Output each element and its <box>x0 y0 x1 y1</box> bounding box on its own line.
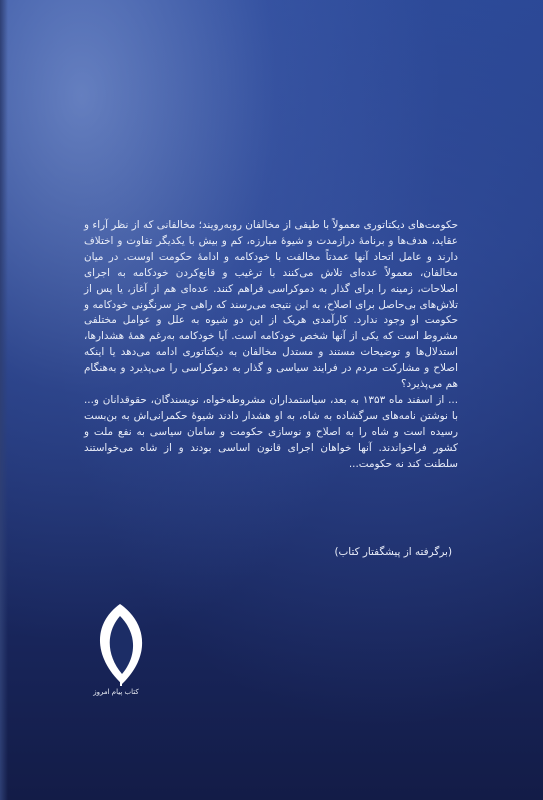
publisher-name: کتاب پیام امروز <box>93 688 139 696</box>
blurb-paragraph-2: ... از اسفند ماه ۱۳۵۳ به بعد، سیاستمداران مشروطه‌خواه، نویسندگان، حقوقدانان و... با نوشتن نامه‌های سرگشاده به شاه، به او هشدار دادند شیوهٔ حکمرانی‌اش به بن‌بست رسیده است و شاه را به اصلاح و نوسازی حکومت و سامان سیاسی به نفع ملت و کشور فراخواندند. آنها خواهان اجرای قانون اساسی بودند و از شاه می‌خواستند سلطنت کند نه حکومت... <box>84 393 458 470</box>
source-note: (برگرفته از پیشگفتار کتاب) <box>334 546 452 558</box>
cover-edge <box>0 0 8 800</box>
blurb-text <box>84 218 458 473</box>
publisher-logo <box>80 600 160 700</box>
leaf-icon <box>80 600 160 690</box>
blurb-paragraph-1: حکومت‌های دیکتاتوری معمولاً با طیفی از مخالفان روبه‌رویند؛ مخالفانی که از نظر آراء و عقاید، هدف‌ها و برنامهٔ درازمدت و شیوهٔ مبارزه، کم و بیش با یکدیگر تفاوت و اختلاف دارند و عامل اتحاد آنها عمدتاً مخالفت با خودکامه و ادامهٔ حکومت اوست. در میان مخالفان، معمولاً عده‌ای تلاش می‌کنند با ترغیب و قانع‌کردن خودکامه به اجرای اصلاحات، زمینه را برای گذار به دموکراسی فراهم کنند. عده‌ای هم از آغاز، یا پس از تلاش‌های بی‌حاصل برای اصلاح، به این نتیجه می‌رسند که راهی جز سرنگونی خودکامه و حکومت او وجود ندارد. کارآمدی هریک از این دو شیوه به علل و عوامل مختلفی مشروط است که یکی از آنها شخص خودکامه است. آیا خودکامه به‌رغم همهٔ هشدارها، استدلال‌ها و توضیحات مستند و مستدل مخالفان به دیکتاتوری ادامه می‌دهد یا اینکه اصلاح و مشارکت مردم در فرایند سیاسی و گذار به دموکراسی را می‌پذیرد و به‌هنگام هم می‌پذیرد؟ <box>84 219 458 391</box>
